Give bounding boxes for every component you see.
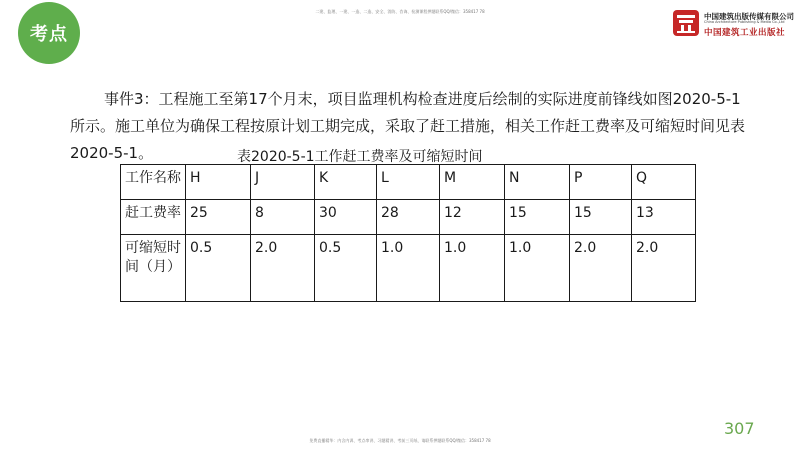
table-row — [121, 200, 696, 235]
table-cell: 赶工费率 — [121, 200, 186, 235]
paragraph-line-2: 所示。施工单位为确保工程按原计划工期完成，采取了赶工措施，相关工作赶工费率及可缩短时间见表 — [70, 117, 746, 135]
table-title: 表2020-5-1工作赶工费率及可缩短时间 — [237, 149, 483, 165]
table-cell: 0.5 — [186, 235, 251, 302]
table-cell: 2.0 — [251, 235, 315, 302]
table-cell: 15 — [570, 200, 632, 235]
table-cell: 13 — [632, 200, 696, 235]
table-cell: 30 — [315, 200, 377, 235]
header-cell: J — [251, 165, 315, 200]
topic-badge-label: 考点 — [30, 24, 68, 45]
table-cell: 1.0 — [505, 235, 570, 302]
table-cell: 1.0 — [440, 235, 505, 302]
table-cell: 28 — [377, 200, 440, 235]
paragraph-line-3: 2020-5-1。 — [70, 144, 154, 162]
footer-notice: 免费直播精华：内含内训、考点串讲、习题精讲、考前三页纸、请联系押题联系QQ/微信：358417 78 — [309, 438, 491, 443]
header-cell: H — [186, 165, 251, 200]
table-row — [121, 235, 696, 302]
table-cell: 15 — [505, 200, 570, 235]
publisher-name-cn: 中国建筑出版传媒有限公司 — [704, 12, 794, 21]
header-cell: P — [570, 165, 632, 200]
paragraph-line-1: 事件3：工程施工至第17个月末，项目监理机构检查进度后绘制的实际进度前锋线如图2020-5-1 — [104, 90, 741, 108]
table-cell: 25 — [186, 200, 251, 235]
table-cell: 12 — [440, 200, 505, 235]
crash-cost-table — [120, 164, 696, 302]
header-cell: N — [505, 165, 570, 200]
header-cell: L — [377, 165, 440, 200]
header-cell: 工作名称 — [121, 165, 186, 200]
publisher-calligraphy: 中国建筑工业出版社 — [704, 28, 786, 38]
page-number: 307 — [724, 419, 755, 438]
table-cell: 2.0 — [632, 235, 696, 302]
publisher-name-en: China Architecture Publishing & Media Co.,Ltd — [704, 20, 785, 24]
header-cell: Q — [632, 165, 696, 200]
table-cell: 1.0 — [377, 235, 440, 302]
publisher-emblem-icon — [672, 9, 700, 37]
publisher-logo — [672, 9, 794, 39]
header-notice: 二建、监理、一建、一造、二造、安全、消防、咨询、检测课程押题联系QQ/微信：358417 78 — [315, 9, 485, 14]
header-cell: K — [315, 165, 377, 200]
table-cell: 0.5 — [315, 235, 377, 302]
table-cell: 可缩短时间（月） — [121, 235, 186, 302]
table-header-row — [121, 165, 696, 200]
header-cell: M — [440, 165, 505, 200]
table-cell: 8 — [251, 200, 315, 235]
table-cell: 2.0 — [570, 235, 632, 302]
